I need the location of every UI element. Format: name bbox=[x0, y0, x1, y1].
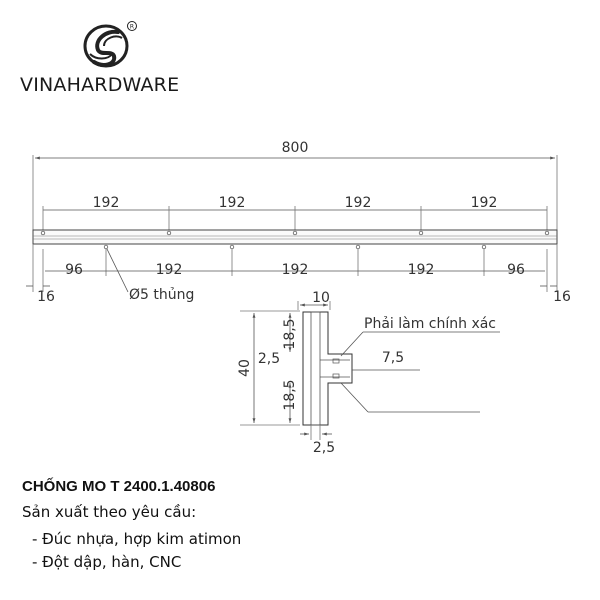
hole-bottom bbox=[482, 245, 486, 249]
section-fin-length: 7,5 bbox=[381, 350, 405, 366]
description-title: Sản xuất theo yêu cầu: bbox=[22, 503, 197, 521]
top-spacing-2: 192 bbox=[218, 195, 246, 211]
bar-plan-view bbox=[33, 230, 557, 249]
method-item: - Đúc nhựa, hợp kim atimon bbox=[32, 530, 242, 548]
brand-name: VINAHARDWARE bbox=[20, 74, 180, 96]
method-item: - Đột dập, hàn, CNC bbox=[32, 553, 182, 571]
section-upper-height: 18,5 bbox=[282, 318, 298, 350]
top-spacing-1: 192 bbox=[92, 195, 120, 211]
edge-left-label: 16 bbox=[37, 289, 55, 305]
registered-mark: R bbox=[129, 23, 135, 31]
hole-note: Ø5 thủng bbox=[129, 287, 195, 303]
manufacturing-methods bbox=[32, 528, 241, 574]
bottom-spacing-3: 192 bbox=[281, 262, 309, 278]
hole-bottom bbox=[104, 245, 108, 249]
hole-leader bbox=[107, 249, 128, 292]
bottom-spacing-1: 96 bbox=[65, 262, 83, 278]
bottom-spacing-2: 192 bbox=[155, 262, 183, 278]
hole-bottom bbox=[230, 245, 234, 249]
bottom-spacing-5: 96 bbox=[507, 262, 525, 278]
top-spacing-3: 192 bbox=[344, 195, 372, 211]
section-width-top: 10 bbox=[312, 290, 330, 306]
section-total-height: 40 bbox=[237, 359, 253, 377]
bottom-spacing-4: 192 bbox=[407, 262, 435, 278]
edge-right-label: 16 bbox=[553, 289, 571, 305]
product-code: CHỐNG MO T 2400.1.40806 bbox=[22, 478, 216, 495]
section-web-thickness: 2,5 bbox=[257, 351, 281, 367]
top-spacing-4: 192 bbox=[470, 195, 498, 211]
hole-bottom bbox=[356, 245, 360, 249]
bottom-spacing-dimensions bbox=[26, 244, 571, 305]
precision-note: Phải làm chính xác bbox=[364, 316, 497, 332]
top-spacing-dimensions bbox=[43, 195, 547, 232]
overall-length-label: 800 bbox=[281, 140, 309, 156]
section-bottom-thickness: 2,5 bbox=[312, 440, 336, 456]
section-lower-height: 18,5 bbox=[282, 379, 298, 411]
section-view bbox=[237, 290, 500, 456]
